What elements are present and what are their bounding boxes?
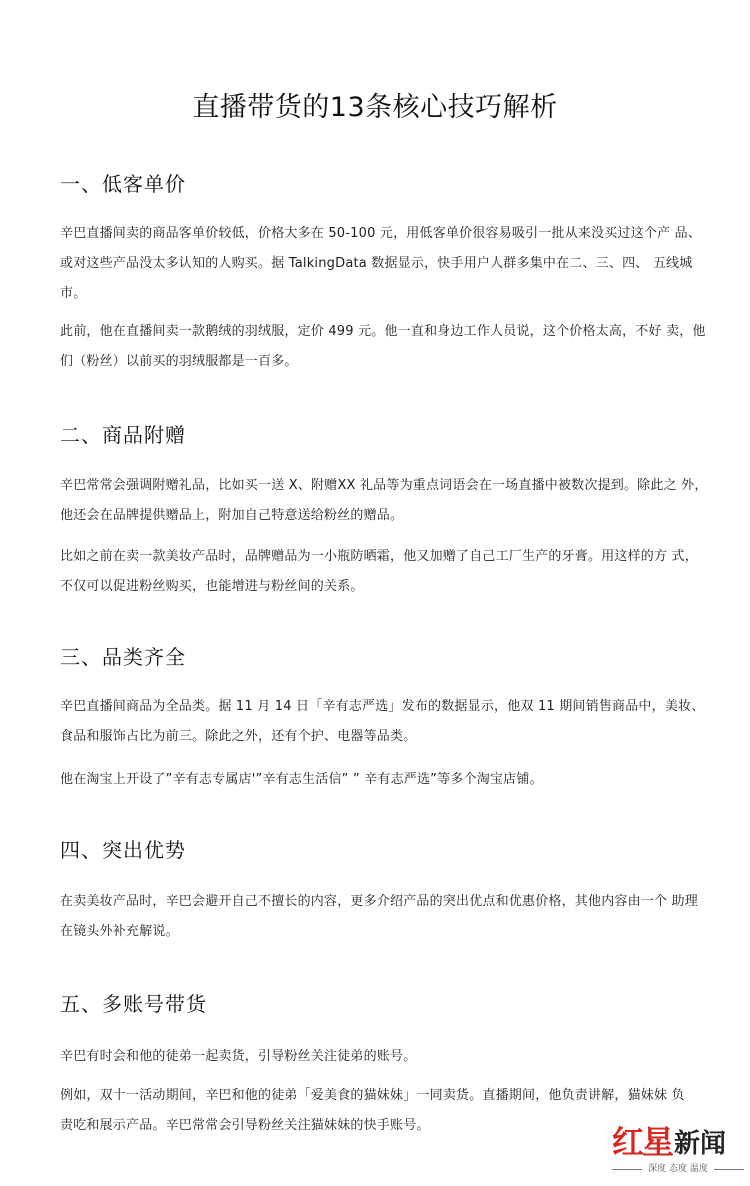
- section-heading-4: 四、突出优势: [60, 838, 186, 862]
- section-3-paragraph-1: 辛巴直播间商品为全品类。据 11 月 14 日「辛有志严选」发布的数据显示，他双 11 期间销售商品中，美妆、食品和服饰占比为前三。除此之外，还有个护、电器等品类。: [60, 699, 705, 744]
- section-2-paragraph-1: 辛巴常常会强调附赠礼品，比如买一送 X、附赠XX 礼品等为重点词语会在一场直播中被数次提到。除此之 外，他还会在品牌提供赠品上，附加自己特意送给粉丝的赠品。: [60, 478, 708, 523]
- page-title: 直播带货的13条核心技巧解析: [192, 92, 558, 123]
- brand-watermark-logo: [612, 1124, 744, 1180]
- brand-tagline: 深度 态度 温度: [648, 1164, 708, 1174]
- section-heading-1: 一、低客单价: [60, 172, 186, 196]
- section-1-paragraph-2: 此前，他在直播间卖一款鹅绒的羽绒服，定价 499 元。他一直和身边工作人员说，这个价格太高，不好 卖，他们（粉丝）以前买的羽绒服都是一百多。: [60, 324, 706, 369]
- section-heading-5: 五、多账号带货: [60, 992, 207, 1016]
- section-4-paragraph-1: 在卖美妆产品时，辛巴会避开自己不擅长的内容，更多介绍产品的突出优点和优惠价格，其他内容由一个 助理在镜头外补充解说。: [60, 894, 698, 939]
- brand-wordmark: [612, 1124, 744, 1160]
- section-3-paragraph-2: 他在淘宝上开设了”辛有志专属店'”辛有志生活信” ” 辛有志严选”等多个淘宝店铺。: [60, 772, 543, 787]
- section-1-paragraph-1: 辛巴直播间卖的商品客单价较低，价格大多在 50-100 元，用低客单价很容易吸引一批从来没买过这个产 品、或对这些产品没太多认知的人购买。据 TalkingData 数据显示，快手用户人群多集中在二、三、四、 五线城市。: [60, 226, 702, 301]
- section-2-paragraph-2: 比如之前在卖一款美妆产品时，品牌赠品为一小瓶防晒霜，他又加赠了自己工厂生产的牙膏。用这样的方 式，不仅可以促进粉丝购买，也能增进与粉丝间的关系。: [60, 549, 698, 594]
- section-5-paragraph-2: 例如，双十一活动期间，辛巴和他的徒弟「爱美食的猫妹妹」一同卖货。直播期间，他负责讲解，猫妹妹 负责吃和展示产品。辛巴常常会引导粉丝关注猫妹妹的快手账号。: [60, 1088, 685, 1133]
- tagline-divider-left: [612, 1169, 642, 1170]
- section-5-paragraph-1: 辛巴有时会和他的徒弟一起卖货，引导粉丝关注徒弟的账号。: [60, 1049, 417, 1064]
- tagline-divider-right: [714, 1169, 744, 1170]
- brand-wordmark-black: 新闻: [674, 1129, 727, 1159]
- brand-wordmark-red: 红星: [612, 1123, 673, 1161]
- section-heading-2: 二、商品附赠: [60, 423, 186, 447]
- brand-tagline-row: [612, 1162, 744, 1176]
- section-heading-3: 三、品类齐全: [60, 645, 186, 669]
